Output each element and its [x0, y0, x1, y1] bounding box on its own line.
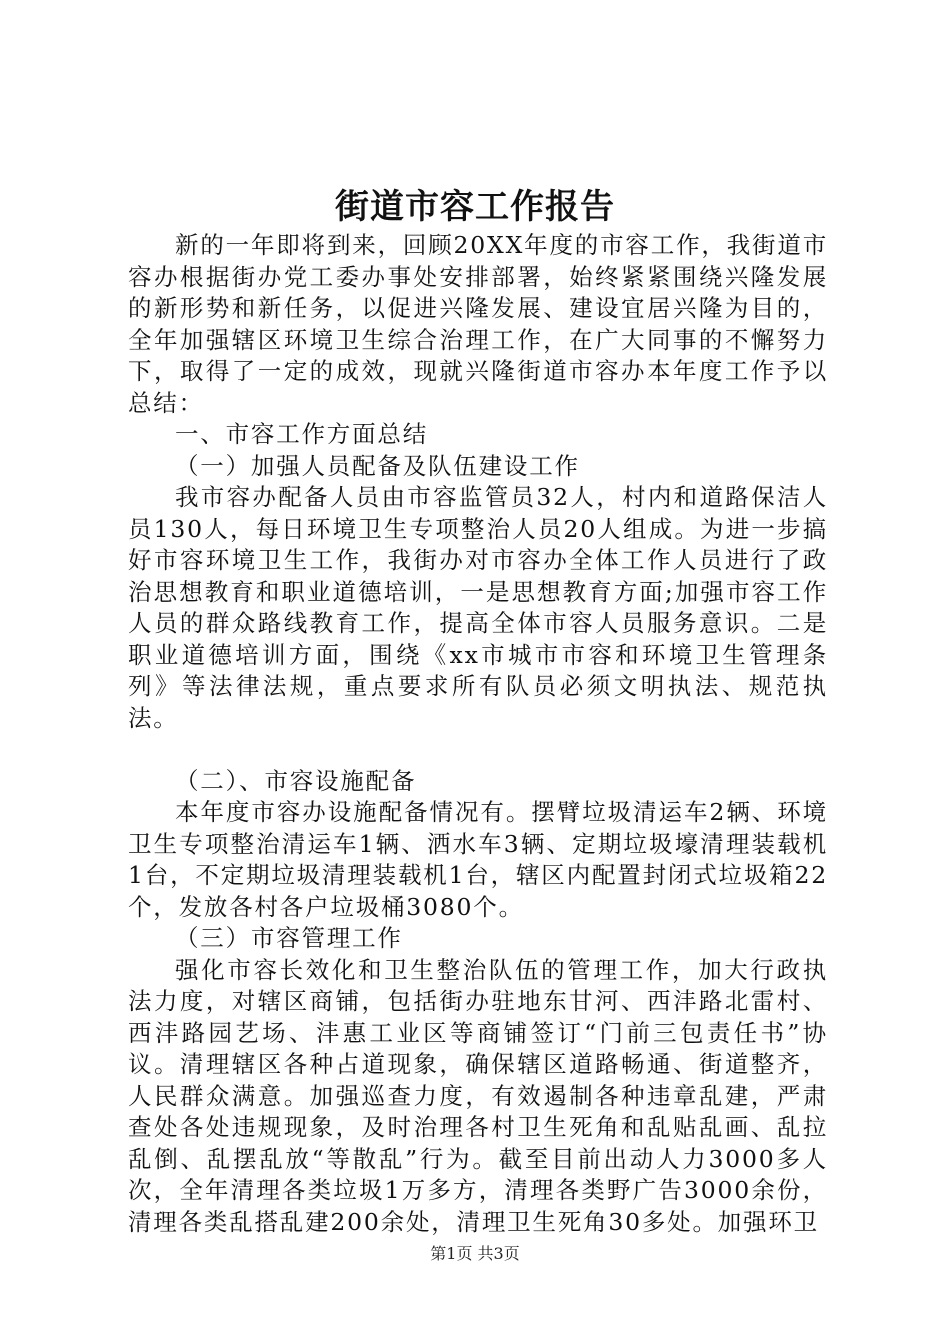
subsection-heading-3: （三）市容管理工作 — [175, 924, 403, 952]
document-title: 街道市容工作报告 — [335, 187, 615, 227]
section-heading-1: 一、市容工作方面总结 — [175, 420, 428, 448]
subsection-body-3: 强化市容长效化和卫生整治队伍的管理工作，加大行政执法力度，对辖区商铺，包括街办驻地东甘河、西沣路北雷村、西沣路园艺场、沣惠工业区等商铺签订“门前三包责任书”协议。清理辖区各种占道现象，确保辖区道路畅通、街道整齐，人民群众满意。加强巡查力度，有效遏制各种违章乱建，严肃查处各处违规现象，及时治理各村卫生死角和乱贴乱画、乱拉乱倒、乱摆乱放“等散乱”行为。截至目前出动人力3000多人次，全年清理各类垃圾1万多方，清理各类野广告3000余份，清理各类乱搭乱建200余处，清理卫生死角30多处。加强环卫 — [128, 955, 828, 1236]
subsection-heading-2: （二）、市容设施配备 — [175, 766, 417, 795]
subsection-body-2: 本年度市容办设施配备情况有。摆臂垃圾清运车2辆、环境卫生专项整治清运车1辆、洒水车3辆、定期垃圾壕清理装载机1台，不定期垃圾清理装载机1台，辖区内配置封闭式垃圾箱22个，发放各村各户垃圾桶3080个。 — [128, 798, 828, 921]
subsection-heading-1: （一）加强人员配备及队伍建设工作 — [175, 451, 580, 480]
subsection-body-1: 我市容办配备人员由市容监管员32人，村内和道路保洁人员130人，每日环境卫生专项整治人员20人组成。为进一步搞好市容环境卫生工作，我街办对市容办全体工作人员进行了政治思想教育和职业道德培训，一是思想教育方面;加强市容工作人员的群众路线教育工作，提高全体市容人员服务意识。二是职业道德培训方面，围绕《xx市城市市容和环境卫生管理条列》等法律法规，重点要求所有队员必须文明执法、规范执法。 — [128, 483, 828, 732]
page-footer: 第1页 共3页 — [430, 1244, 520, 1263]
intro-paragraph: 新的一年即将到来，回顾20XX年度的市容工作，我街道市容办根据街办党工委办事处安排部署，始终紧紧围绕兴隆发展的新形势和新任务，以促进兴隆发展、建设宜居兴隆为目的，全年加强辖区环境卫生综合治理工作，在广大同事的不懈努力下，取得了一定的成效，现就兴隆街道市容办本年度工作予以总结： — [128, 231, 828, 417]
document-body — [128, 230, 828, 1238]
